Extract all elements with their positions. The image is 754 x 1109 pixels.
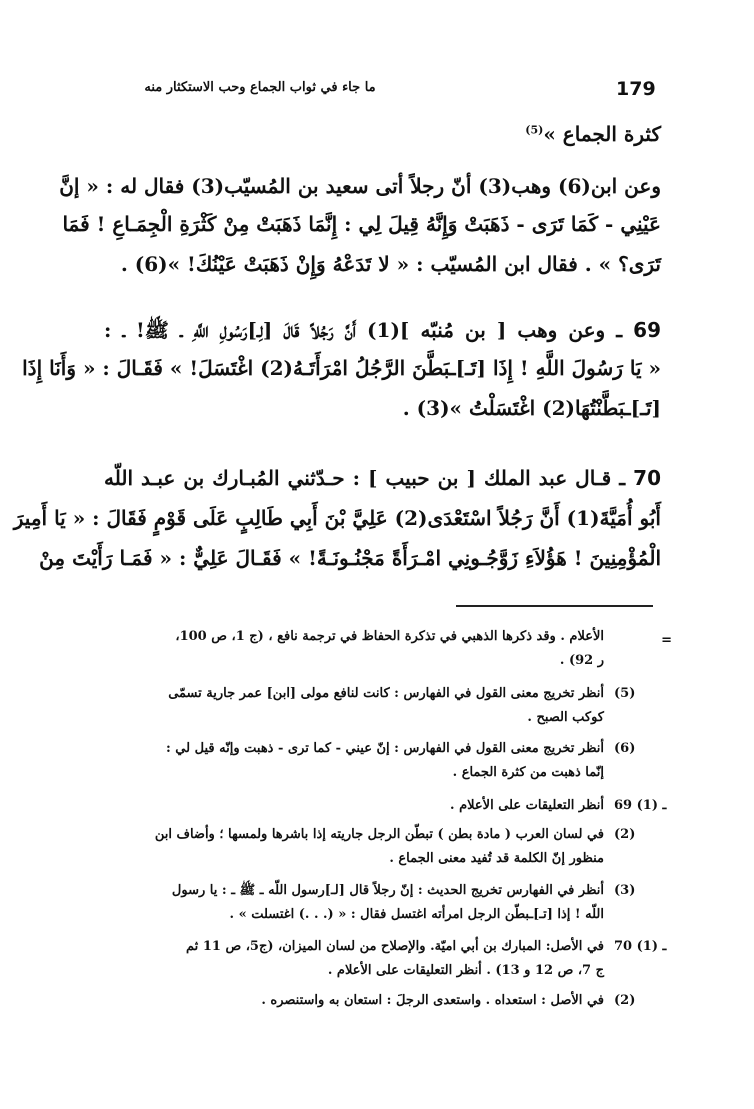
body-text-span: كثرة الجماع » bbox=[543, 122, 661, 146]
hadith-70-line-1 bbox=[104, 466, 661, 490]
hadith-69-number: 69 bbox=[633, 318, 662, 342]
footnote-continued bbox=[74, 626, 674, 676]
footnote-line: الأعلام . وقد ذكرها الذهبي في تذكرة الحفاظ في ترجمة نافع ، (ج 1، ص 100، bbox=[175, 629, 604, 644]
hadith-70-text: ـ قـال عبد الملك [ بن حبيب ] : حـدّثني المُبـارك بن عبـد اللّه bbox=[104, 466, 626, 490]
footnote-line: أنظر تخريج معنى القول في الفهارس : إنّ عيني - كما ترى - ذهبت وإنّه قيل لي : bbox=[165, 741, 604, 756]
footnote-line: في الأصل: المبارك بن أبي اميّة. والإصلاح من لسان الميزان، (ج5، ص 11 ثم bbox=[186, 939, 604, 954]
footnote-line: أنظر تخريج معنى القول في الفهارس : كانت لنافع مولى [ابن] عمر جارية تسمّى bbox=[168, 686, 604, 701]
footnote-69-1 bbox=[74, 795, 674, 821]
footnote-label: (5) bbox=[614, 686, 636, 701]
footnote-label: (2) bbox=[614, 993, 636, 1008]
footnote-line: ج 7، ص 12 و 13) . أنظر التعليقات على الأعلام . bbox=[327, 963, 604, 978]
footnote-line: في لسان العرب ( مادة بطن ) تبطّن الرجل جاريته إذا باشرها ولمسها ؛ وأضاف ابن bbox=[154, 827, 604, 842]
footnote-label: (2) bbox=[614, 827, 636, 842]
footnote-69-3 bbox=[74, 880, 674, 930]
ibn-wahb-line-1: وعن ابن(6) وهب(3) أنّ رجلاً أتى سعيد بن المُسيّب(3) فقال له : « إنَّ bbox=[59, 174, 661, 198]
hadith-69-text: ـ وعن وهب [ بن مُنبّه ](1) أَنَّ رَجُلاً قَالَ [لِـ]رَسُولِ اللَّهِ ـ ﷺ! ـ : bbox=[104, 318, 623, 342]
ibn-wahb-line-3: تَرَى؟ » . فقال ابن المُسيّب : « لا تَدَعْهُ وَإِنْ ذَهَبَتْ عَيْنُكَ! »(6) . bbox=[120, 252, 661, 276]
footnote-line: في الأصل : استعداه . واستعدى الرجلَ : استعان به واستنصره . bbox=[261, 993, 604, 1008]
footnote-line: منظور إنّ الكلمة قد تُفيد معنى الجماع . bbox=[389, 851, 604, 866]
hadith-70-line-2: أَبُو أُمَيَّةَ(1) أَنَّ رَجُلاً اسْتَعْدَى(2) عَلِيَّ بْنَ أَبِي طَالِبٍ عَلَى قَوْمٍ فَقَالَ : « يَا أَمِيرَ bbox=[13, 506, 661, 530]
running-title: ما جاء في ثواب الجماع وحب الاستكثار منه bbox=[144, 80, 376, 95]
footnote-69-2 bbox=[74, 824, 674, 874]
footnote-line: أنظر التعليقات على الأعلام . bbox=[450, 798, 604, 813]
footnote-5 bbox=[74, 683, 674, 733]
footnote-6 bbox=[74, 738, 674, 788]
hadith-70-line-3: الْمُؤْمِنِينَ ! هَؤُلاَءِ زَوَّجُـونِي امْـرَأَةً مَجْنُـونَـةً! » فَقَـالَ عَلِيٌّ : « فَمَـا رَأَيْتَ مِنْ bbox=[39, 546, 661, 570]
body-line-continuation bbox=[104, 122, 661, 146]
footnote-line: ر 92) . bbox=[559, 653, 604, 668]
footnote-label: (3) bbox=[614, 883, 636, 898]
footnote-line: إنّما ذهبت من كثرة الجماع . bbox=[452, 765, 604, 780]
page-number: 179 bbox=[616, 78, 656, 100]
hadith-70-number: 70 bbox=[633, 466, 662, 490]
hadith-69-line-1 bbox=[104, 318, 661, 347]
footnote-line: اللّه ! إذا [تـ]ـبطّن الرجل امرأته اغتسل فقال : « (. . .) اغتسلت » . bbox=[229, 907, 604, 922]
footnote-line: كوكب الصبح . bbox=[527, 710, 604, 725]
footnote-70-1 bbox=[74, 936, 674, 986]
continuation-marker: = bbox=[661, 633, 672, 648]
footnote-label: 69 ـ (1) bbox=[614, 798, 667, 813]
footnote-label: 70 ـ (1) bbox=[614, 939, 667, 954]
footnote-line: أنظر في الفهارس تخريج الحديث : إنّ رجلاً قال [لـ]رسول اللّه ـ ﷺ ـ : يا رسول bbox=[171, 883, 604, 898]
footnote-ref: (5) bbox=[525, 123, 544, 137]
hadith-69-line-2: « يَا رَسُولَ اللَّهِ ! إِذَا [تَـ]ـبَطَّنَ الرَّجُلُ امْرَأَتَـهُ(2) اغْتَسَلَ! » فَقَـالَ : « وَأَنَا إِذَا bbox=[22, 356, 661, 380]
footnote-70-2 bbox=[74, 990, 674, 1016]
hadith-69-line-3: [تَـ]ـبَطَّنْتُهَا(2) اغْتَسَلْتُ »(3) . bbox=[402, 396, 661, 420]
footnote-label: (6) bbox=[614, 741, 636, 756]
ibn-wahb-line-2: عَيْنِي - كَمَا تَرَى - ذَهَبَتْ وَإِنَّهُ قِيلَ لِي : إِنَّمَا ذَهَبَتْ مِنْ كَثْرَةِ الْجِمَـاعِ ! فَمَا bbox=[62, 212, 661, 236]
footnote-separator bbox=[456, 605, 653, 607]
